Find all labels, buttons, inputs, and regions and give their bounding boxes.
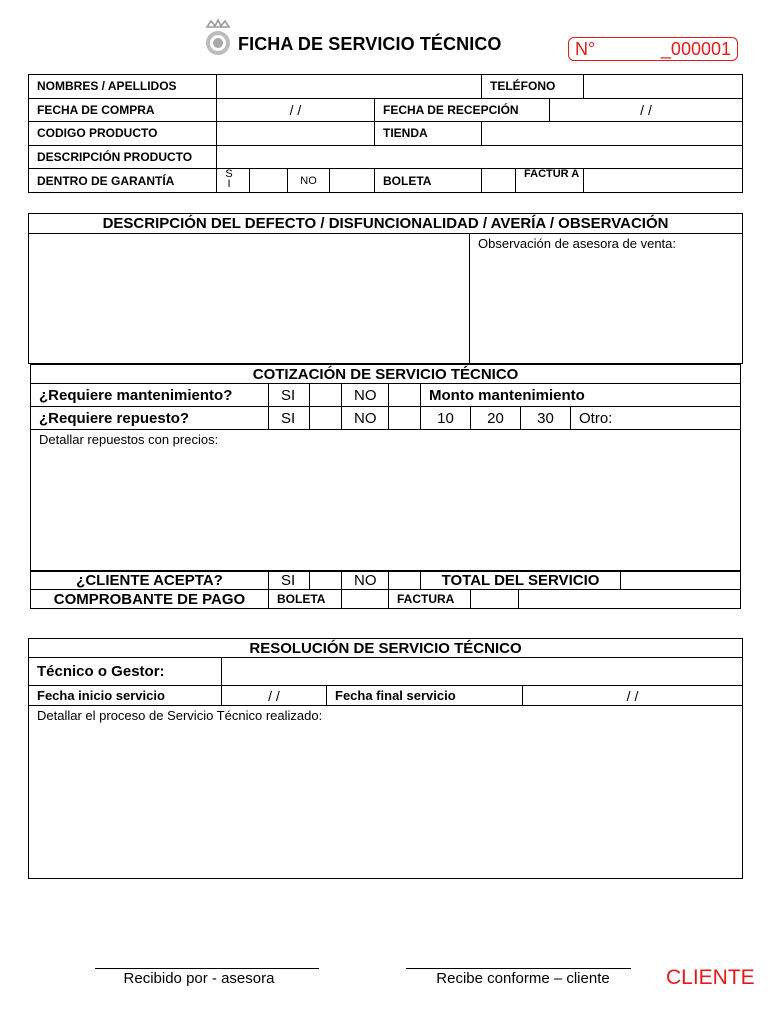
- garantia-si-label: S I: [217, 169, 250, 193]
- detalle-proceso-field[interactable]: Detallar el proceso de Servicio Técnico realizado:: [29, 706, 743, 879]
- defect-section-title: DESCRIPCIÓN DEL DEFECTO / DISFUNCIONALIDAD / AVERÍA / OBSERVACIÓN: [29, 214, 743, 234]
- cotizacion-section-title: COTIZACIÓN DE SERVICIO TÉCNICO: [31, 365, 741, 384]
- monto-option-20[interactable]: 20: [471, 407, 521, 430]
- tecnico-gestor-label: Técnico o Gestor:: [29, 658, 222, 686]
- fecha-compra-label: FECHA DE COMPRA: [29, 98, 217, 122]
- fecha-compra-field[interactable]: / /: [217, 98, 375, 122]
- monto-option-10[interactable]: 10: [421, 407, 471, 430]
- repuesto-question: ¿Requiere repuesto?: [31, 407, 269, 430]
- repuesto-no-checkbox[interactable]: [389, 407, 421, 430]
- page-title: FICHA DE SERVICIO TÉCNICO: [238, 34, 502, 54]
- nombres-label: NOMBRES / APELLIDOS: [29, 75, 217, 99]
- mantenimiento-si-checkbox[interactable]: [310, 384, 342, 407]
- crown-logo-icon: [204, 18, 232, 58]
- comprobante-table: [30, 589, 741, 609]
- mantenimiento-no-checkbox[interactable]: [389, 384, 421, 407]
- tienda-label: TIENDA: [375, 122, 482, 146]
- observacion-asesora-field[interactable]: Observación de asesora de venta:: [470, 234, 743, 364]
- comprobante-pago-label: COMPROBANTE DE PAGO: [31, 590, 269, 609]
- copy-type-label: CLIENTE: [666, 966, 755, 989]
- repuesto-no-label: NO: [342, 407, 389, 430]
- signature-line-cliente: [406, 968, 631, 969]
- factura-checkbox[interactable]: [584, 169, 743, 193]
- factura-label: FACTUR A: [516, 169, 584, 193]
- nombres-field[interactable]: [217, 75, 482, 99]
- fecha-final-field[interactable]: / /: [523, 686, 743, 706]
- descripcion-producto-field[interactable]: [217, 145, 743, 169]
- total-servicio-label: TOTAL DEL SERVICIO: [421, 572, 621, 590]
- garantia-no-label: NO: [288, 169, 330, 193]
- telefono-field[interactable]: [584, 75, 743, 99]
- boleta-checkbox[interactable]: [482, 169, 516, 193]
- telefono-label: TELÉFONO: [482, 75, 584, 99]
- acepta-si-label: SI: [269, 572, 310, 590]
- comprobante-factura-label: FACTURA: [389, 590, 471, 609]
- comprobante-numero-field[interactable]: [519, 590, 741, 609]
- codigo-producto-field[interactable]: [217, 122, 375, 146]
- ticket-number-label: N°: [575, 39, 596, 59]
- comprobante-factura-checkbox[interactable]: [471, 590, 519, 609]
- defect-table: [28, 213, 743, 364]
- total-servicio-field[interactable]: [621, 572, 741, 590]
- mantenimiento-question: ¿Requiere mantenimiento?: [31, 384, 269, 407]
- tecnico-gestor-field[interactable]: [222, 658, 743, 686]
- garantia-label: DENTRO DE GARANTÍA: [29, 169, 217, 193]
- cotizacion-table: [30, 364, 741, 571]
- boleta-label: BOLETA: [375, 169, 482, 193]
- signature-line-asesora: [95, 968, 319, 969]
- descripcion-producto-label: DESCRIPCIÓN PRODUCTO: [29, 145, 217, 169]
- acepta-table: [30, 571, 741, 590]
- mantenimiento-no-label: NO: [342, 384, 389, 407]
- garantia-no-checkbox[interactable]: [330, 169, 375, 193]
- monto-option-30[interactable]: 30: [521, 407, 571, 430]
- mantenimiento-si-label: SI: [269, 384, 310, 407]
- resolucion-table: [28, 638, 743, 879]
- acepta-si-checkbox[interactable]: [310, 572, 342, 590]
- tienda-field[interactable]: [482, 122, 743, 146]
- fecha-final-label: Fecha final servicio: [327, 686, 523, 706]
- signature-cliente-label: Recibe conforme – cliente: [436, 970, 610, 987]
- customer-info-table: [28, 74, 743, 193]
- defect-description-field[interactable]: [29, 234, 470, 364]
- repuesto-si-label: SI: [269, 407, 310, 430]
- detalle-repuestos-field[interactable]: Detallar repuestos con precios:: [31, 430, 741, 571]
- acepta-no-label: NO: [342, 572, 389, 590]
- garantia-si-checkbox[interactable]: [250, 169, 288, 193]
- comprobante-boleta-label: BOLETA: [269, 590, 342, 609]
- ticket-number-box: [568, 37, 738, 61]
- cliente-acepta-question: ¿CLIENTE ACEPTA?: [31, 572, 269, 590]
- acepta-no-checkbox[interactable]: [389, 572, 421, 590]
- fecha-inicio-field[interactable]: / /: [222, 686, 327, 706]
- signature-asesora-label: Recibido por - asesora: [123, 970, 275, 987]
- codigo-producto-label: CODIGO PRODUCTO: [29, 122, 217, 146]
- repuesto-si-checkbox[interactable]: [310, 407, 342, 430]
- fecha-recepcion-label: FECHA DE RECEPCIÓN: [375, 98, 550, 122]
- monto-otro-field[interactable]: Otro:: [571, 407, 741, 430]
- fecha-recepcion-field[interactable]: / /: [550, 98, 743, 122]
- fecha-inicio-label: Fecha inicio servicio: [29, 686, 222, 706]
- comprobante-boleta-checkbox[interactable]: [342, 590, 389, 609]
- resolucion-section-title: RESOLUCIÓN DE SERVICIO TÉCNICO: [29, 639, 743, 658]
- monto-mantenimiento-label: Monto mantenimiento: [421, 384, 741, 407]
- ticket-number-value: _000001: [660, 39, 731, 59]
